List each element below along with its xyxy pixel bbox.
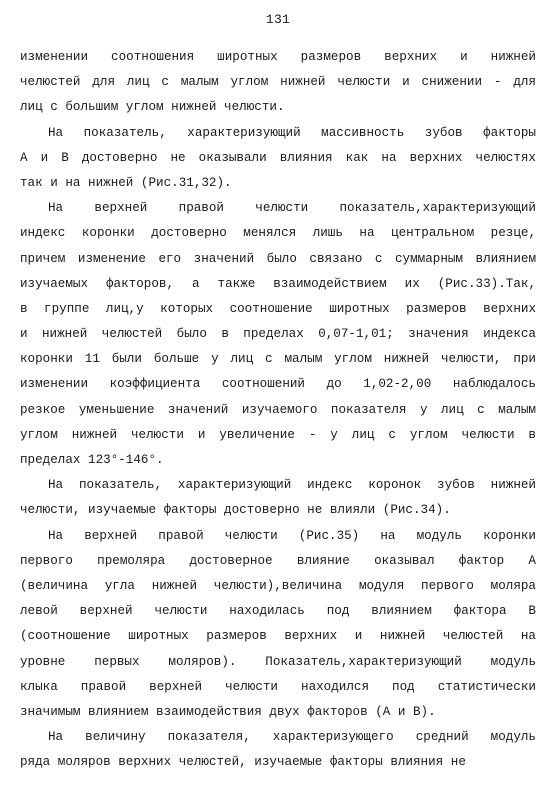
text-line: левой верхней челюсти находилась под влиянием фактора В: [20, 604, 536, 619]
page-number: 131: [265, 12, 291, 27]
text-line: коронки 11 были больше у лиц с малым углом нижней челюсти, при: [20, 352, 536, 367]
text-line: пределах 123°-146°.: [20, 453, 164, 467]
text-line: На верхней правой челюсти показатель,характеризующий: [48, 201, 536, 216]
text-line: На величину показателя, характеризующего средний модуль: [48, 730, 536, 745]
text-line: резкое уменьшение значений изучаемого показателя у лиц с малым: [20, 402, 536, 417]
text-line: изменении коэффициента соотношений до 1,02-2,00 наблюдалось: [20, 377, 536, 392]
text-line: лиц с большим углом нижней челюсти.: [20, 100, 285, 115]
paragraph: [20, 473, 536, 523]
text-line: ряда моляров верхних челюстей, изучаемые факторы влияния не: [20, 755, 466, 770]
text-line: челюстей для лиц с малым углом нижней челюсти и снижении - для: [20, 75, 536, 90]
text-line: уровне первых моляров). Показатель,характеризующий модуль: [20, 654, 536, 669]
text-line: значимым влиянием взаимодействия двух факторов (А и В).: [20, 704, 436, 719]
paragraph: [20, 45, 536, 121]
text-line: (величина угла нижней челюсти),величина модуля первого моляра: [20, 578, 536, 593]
body-text: [20, 45, 536, 775]
text-line: индекс коронки достоверно менялся лишь на центральном резце,: [20, 226, 536, 241]
paragraph: [20, 121, 536, 197]
paragraph: [20, 524, 536, 726]
paragraph: [20, 196, 536, 473]
text-line: так и на нижней (Рис.31,32).: [20, 175, 232, 190]
text-line: изучаемых факторов, а также взаимодействием их (Рис.33).Так,: [20, 276, 536, 291]
text-line: (соотношение широтных размеров верхних и нижней челюстей на: [20, 629, 536, 644]
text-line: и нижней челюстей было в пределах 0,07-1,01; значения индекса: [20, 327, 536, 342]
paragraph: [20, 725, 536, 775]
text-line: На верхней правой челюсти (Рис.35) на модуль коронки: [48, 528, 536, 543]
text-line: углом нижней челюсти и увеличение - у лиц с углом челюсти в: [20, 427, 536, 442]
text-line: клыка правой верхней челюсти находился под статистически: [20, 679, 536, 694]
text-line: первого премоляра достоверное влияние оказывал фактор А: [20, 553, 536, 568]
text-line: На показатель, характеризующий массивность зубов факторы: [48, 125, 536, 140]
text-line: А и В достоверно не оказывали влияния как на верхних челюстях: [20, 150, 536, 165]
text-line: челюсти, изучаемые факторы достоверно не влияли (Рис.34).: [20, 503, 451, 518]
text-line: изменении соотношения широтных размеров верхних и нижней: [20, 50, 536, 64]
text-line: в группе лиц,у которых соотношение широтных размеров верхних: [20, 301, 536, 316]
text-line: причем изменение его значений было связано с суммарным влиянием: [20, 251, 536, 266]
text-line: На показатель, характеризующий индекс коронок зубов нижней: [48, 478, 536, 493]
